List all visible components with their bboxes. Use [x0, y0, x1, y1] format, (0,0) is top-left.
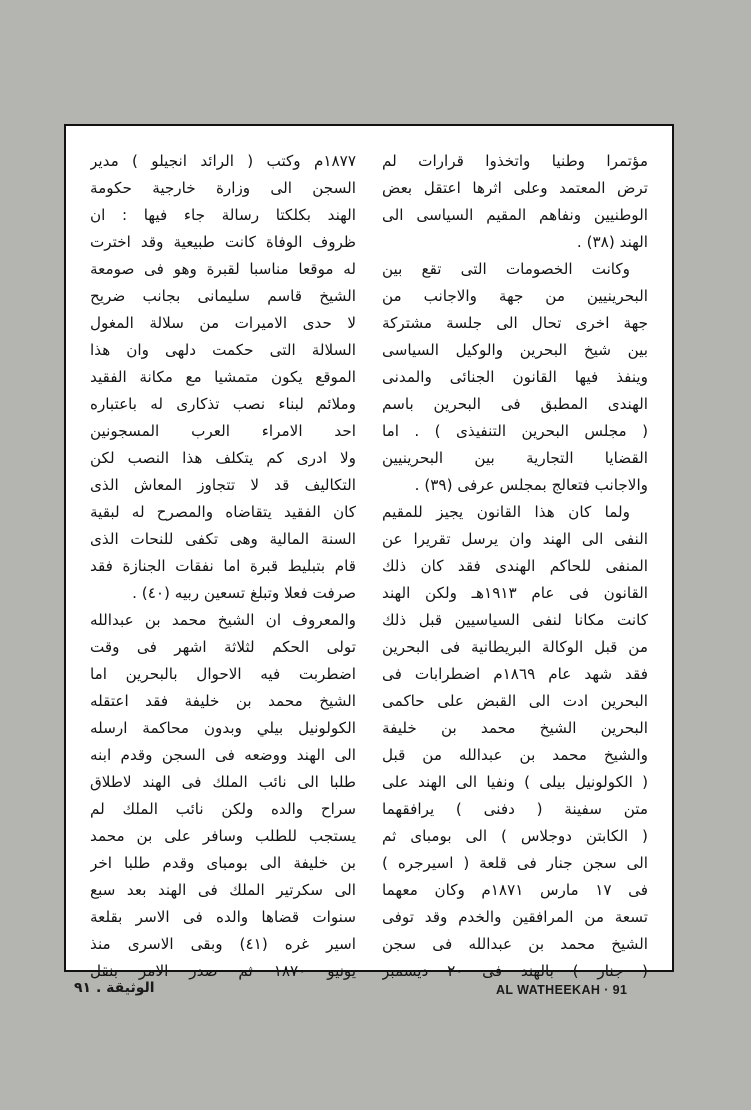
text-line: ( مجلس البحرين التنفيذى ) . اما — [382, 422, 648, 440]
text-line: الشيخ قاسم سليمانى بجانب ضريح — [90, 287, 356, 305]
text-line: الى الهند ووضعه فى السجن وقدم ابنه — [90, 746, 356, 764]
text-line: وملائم لبناء نصب تذكارى له باعتباره — [90, 395, 356, 413]
text-line: ظروف الوفاة كانت طبيعية وقد اخترت — [90, 233, 356, 251]
text-line: احد الامراء العرب المسجونين — [90, 422, 356, 440]
text-line: تولى الحكم لثلاثة اشهر فى وقت — [90, 638, 356, 656]
right-text-column — [382, 148, 648, 985]
text-line: وينفذ فيها القانون الجنائى والمدنى — [382, 368, 648, 386]
text-line: السجن الى وزارة خارجية حكومة — [90, 179, 356, 197]
text-line: يونيو ١٨٧٠ ثم صدر الامر بنقل — [90, 962, 356, 980]
text-line: الى سجن جنار فى قلعة ( اسيرجره ) — [382, 854, 648, 872]
text-line: طلبا الى نائب الملك فى الهند لاطلاق — [90, 773, 356, 791]
text-line: ( الكولونيل بيلى ) ونفيا الى الهند على — [382, 773, 648, 791]
text-line: الهندى المطبق فى البحرين باسم — [382, 395, 648, 413]
text-line: من قبل الوكالة البريطانية فى البحرين — [382, 638, 648, 656]
text-line: ترض المعتمد وعلى اثرها اعتقل بعض — [382, 179, 648, 197]
text-line: مؤتمرا وطنيا واتخذوا قرارات لم — [382, 152, 648, 170]
left-text-column — [90, 148, 356, 985]
text-line: فقد شهد عام ١٨٦٩م اضطرابات فى — [382, 665, 648, 683]
text-line: سراح والده ولكن نائب الملك لم — [90, 800, 356, 818]
text-line: صرفت فعلا وتبلغ تسعين ربيه (٤٠) . — [132, 584, 356, 602]
text-line: بن خليفة الى بومباى وقدم طلبا اخر — [90, 854, 356, 872]
text-line: الكولونيل بيلي وبدون محاكمة ارسله — [90, 719, 356, 737]
text-line: له موقعا مناسبا لقبرة وهو فى صومعة — [90, 260, 356, 278]
text-line: الوطنيين ونفاهم المقيم السياسى الى — [382, 206, 648, 224]
text-line: السنة المالية وهى تكفى للنحات الذى — [90, 530, 356, 548]
footer-english-title: AL WATHEEKAH · 91 — [496, 983, 628, 997]
text-line: القانون فى عام ١٩١٣هـ ولكن الهند — [382, 584, 648, 602]
text-line: والشيخ محمد بن عبدالله من قبل — [382, 746, 648, 764]
text-line: يستجب للطلب وسافر على بن محمد — [90, 827, 356, 845]
text-line: قام بتبليط قبرة اما نفقات الجنازة فقد — [90, 557, 356, 575]
text-line: فى ١٧ مارس ١٨٧١م وكان معهما — [382, 881, 648, 899]
text-line: تسعة من المرافقين والخدم وقد توفى — [382, 908, 648, 926]
text-line: المنفى للحاكم الهندى فقد كان ذلك — [382, 557, 648, 575]
text-line: متن سفينة ( دفنى ) يرافقهما — [382, 800, 648, 818]
text-line: اضطربت فيه الاحوال بالبحرين اما — [90, 665, 356, 683]
text-line: السلالة التى حكمت دلهى وان هذا — [90, 341, 356, 359]
text-line: ١٨٧٧م وكتب ( الرائد انجيلو ) مدير — [90, 152, 356, 170]
text-line: والمعروف ان الشيخ محمد بن عبدالله — [90, 611, 356, 629]
text-line: الى سكرتير الملك فى الهند بعد سبع — [90, 881, 356, 899]
text-line: والاجانب فتعالج بمجلس عرفى (٣٩) . — [414, 476, 648, 494]
text-line: لا حدى الاميرات من سلالة المغول — [90, 314, 356, 332]
text-line: كانت مكانا لنفى السياسيين قبل ذلك — [382, 611, 648, 629]
text-line: الشيخ محمد بن عبدالله فى سجن — [382, 935, 648, 953]
text-line: كان الفقيد يتقاضاه والمصرح له لبقية — [90, 503, 356, 521]
text-line: التكاليف قد لا تتجاوز المعاش الذى — [90, 476, 356, 494]
text-line: الهند بكلكتا رسالة جاء فيها : ان — [90, 206, 356, 224]
text-line: بين شيخ البحرين والوكيل السياسى — [382, 341, 648, 359]
text-line: سنوات قضاها والده فى الاسر بقلعة — [90, 908, 356, 926]
text-line: جهة اخرى تحال الى جلسة مشتركة — [382, 314, 648, 332]
text-line: الموقع يكون متمشيا مع مكانة الفقيد — [90, 368, 356, 386]
text-line: الشيخ محمد بن خليفة فقد اعتقله — [90, 692, 356, 710]
text-line: ( الكابتن دوجلاس ) الى بومباى ثم — [382, 827, 648, 845]
text-line: البحرين الشيخ محمد بن خليفة — [382, 719, 648, 737]
page-frame — [64, 124, 674, 980]
text-line: القضايا التجارية بين البحرينيين — [382, 449, 648, 467]
footer-arabic-title: الوثيقة . ٩١ — [74, 980, 155, 996]
text-line: النفى الى الهند وان يرسل تقريرا عن — [382, 530, 648, 548]
text-line: اسير غره (٤١) وبقى الاسرى منذ — [90, 935, 356, 953]
text-line: البحرين ادت الى القبض على حاكمى — [382, 692, 648, 710]
text-line: الهند (٣٨) . — [576, 233, 648, 251]
text-line: ( جنار ) بالهند فى ٢٠ ديسمبر — [382, 962, 648, 980]
text-line: وكانت الخصومات التى تقع بين — [382, 260, 630, 278]
text-line: البحرينيين من جهة والاجانب من — [382, 287, 648, 305]
text-line: ولا ادرى كم يتكلف هذا النصب لكن — [90, 449, 356, 467]
text-line: ولما كان هذا القانون يجيز للمقيم — [382, 503, 630, 521]
